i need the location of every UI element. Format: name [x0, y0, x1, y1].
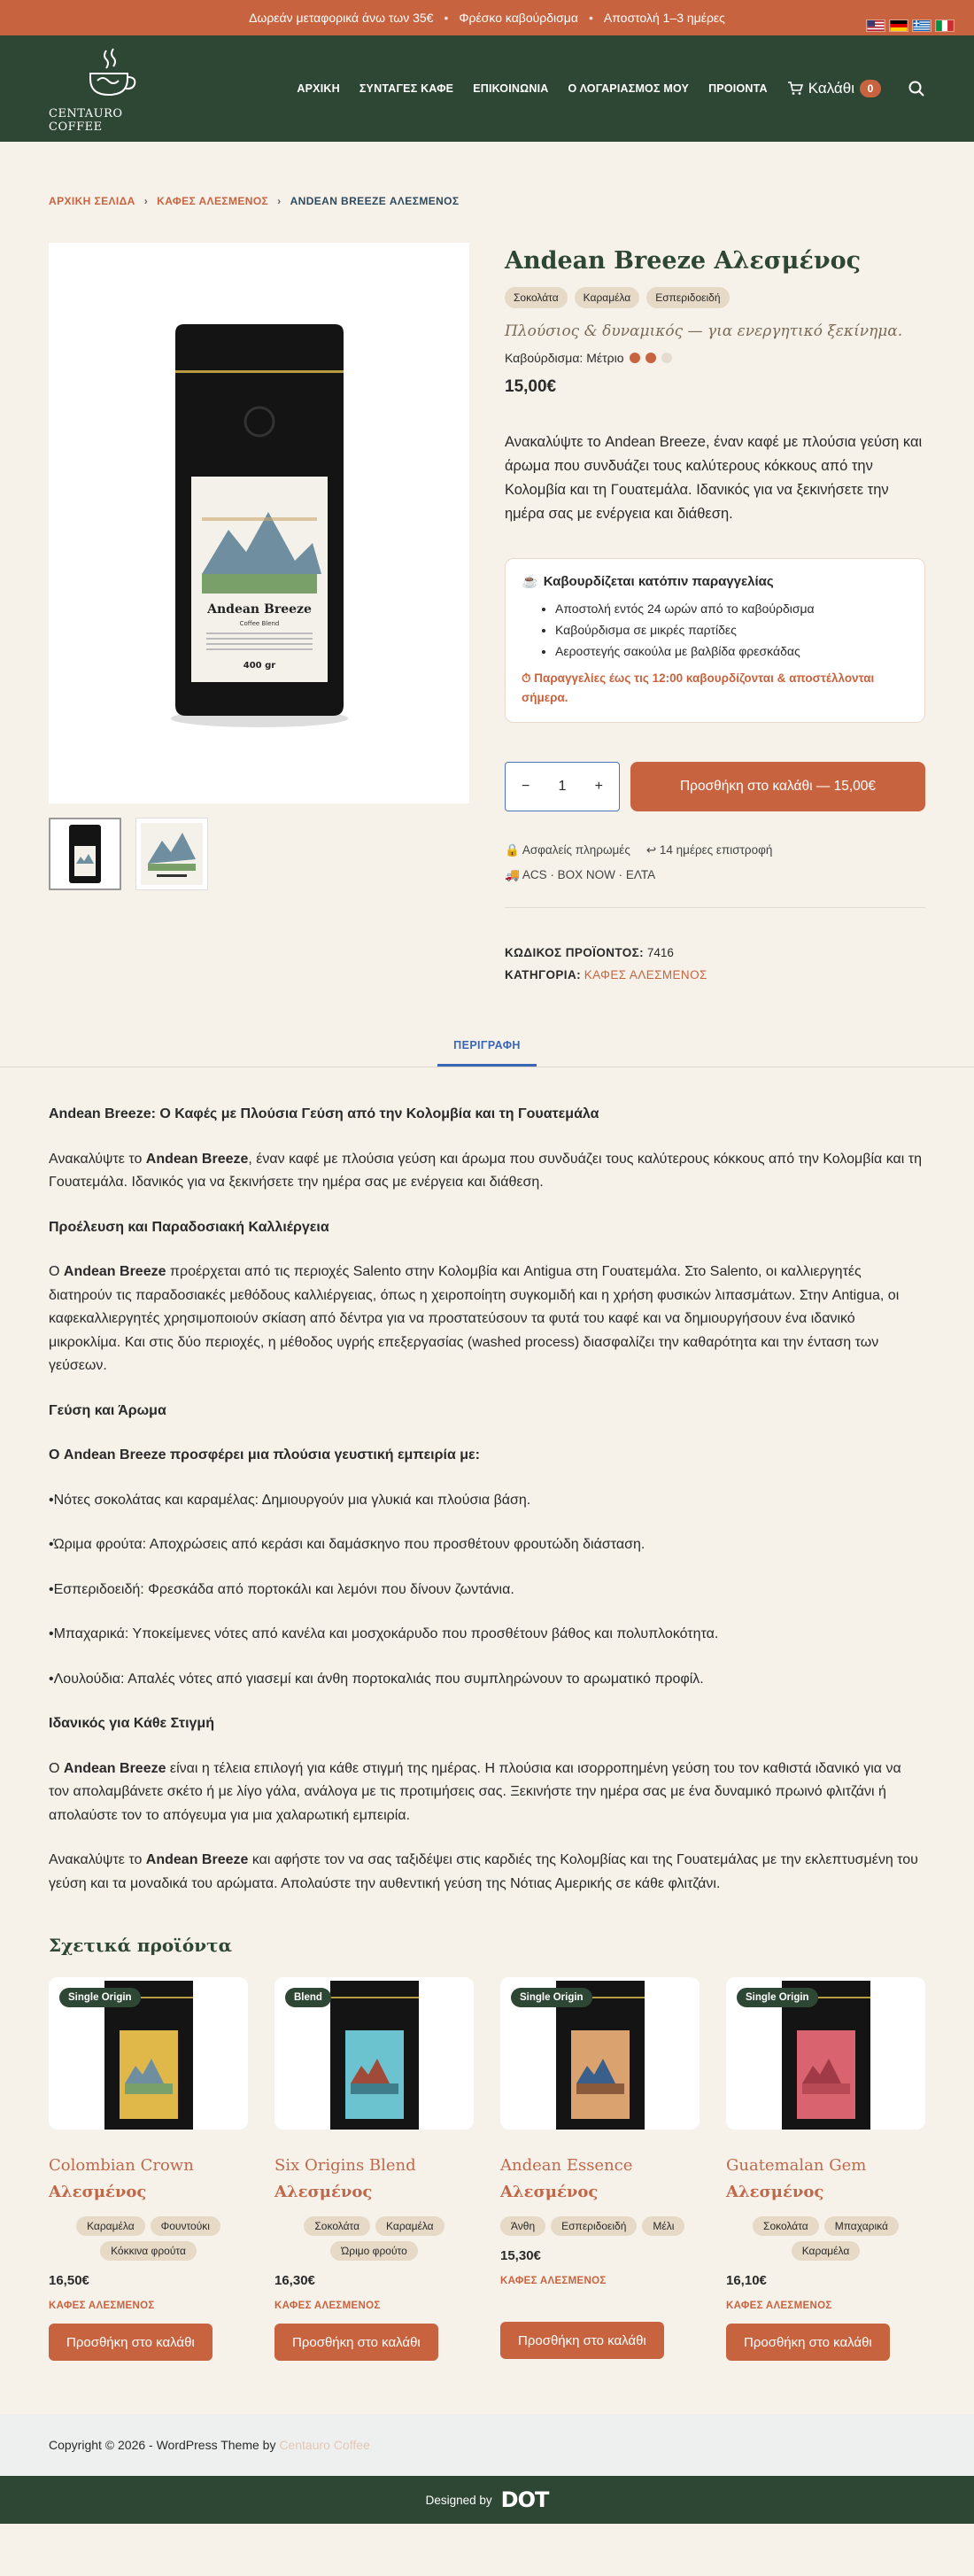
roast-info-box — [505, 558, 925, 723]
product-card-category[interactable]: ΚΑΦΕΣ ΑΛΕΣΜΕΝΟΣ — [726, 2301, 832, 2311]
roast-info-title — [522, 573, 908, 589]
roast-info-item: • Αποστολή εντός 24 ωρών από το καβούρδισμα — [555, 598, 908, 619]
product-card[interactable] — [274, 1977, 474, 2361]
add-to-cart-button[interactable]: Προσθήκη στο καλάθι — [500, 2322, 664, 2359]
shipping-carriers: 🚚 ACS · BOX NOW · ΕΛΤΑ — [505, 868, 656, 881]
trust-badges — [505, 838, 925, 888]
cart-count-badge: 0 — [860, 80, 881, 97]
footer-brand-link[interactable]: Centauro Coffee — [279, 2438, 370, 2452]
quantity-plus-button[interactable]: + — [594, 779, 603, 794]
description-paragraph: Ο Andean Breeze είναι η τέλεια επιλογή για κάθε στιγμή της ημέρας. Η πλούσια και ισορροπημένη γεύση του τον καθιστά ιδανικό για να τον απολαμβάνετε σκέτο ή με λίγο γάλα, ανάλογα με τις προτιμήσεις σας. Ξεκινήστε την ημέρα σας με ένα δυναμικό πρωινό φλιτζάνι ή απολαύστε τον το απόγευμα για μια χαλαρωτική εμπειρία. — [49, 1760, 901, 1823]
product-card-category[interactable]: ΚΑΦΕΣ ΑΛΕΣΜΕΝΟΣ — [500, 2276, 607, 2286]
thumbnail-label[interactable] — [135, 818, 208, 890]
description-heading: Ιδανικός για Κάθε Στιγμή — [49, 1716, 214, 1731]
breadcrumb — [0, 142, 974, 207]
related-products — [0, 1917, 974, 2414]
product-card-image[interactable] — [500, 1977, 700, 2130]
flavor-tag: Σοκολάτα — [304, 2216, 370, 2236]
category-label: ΚΑΤΗΓΟΡΙΑ: — [505, 968, 581, 982]
roast-level — [505, 351, 925, 365]
quantity-value[interactable]: 1 — [558, 779, 567, 794]
flavor-tags — [505, 287, 925, 308]
main-nav — [297, 80, 925, 97]
site-logo[interactable] — [49, 43, 173, 134]
product-card-price: 16,50€ — [49, 2273, 89, 2288]
description-subheading: Ο Andean Breeze προσφέρει μια πλούσια γευστική εμπειρία με: — [49, 1447, 480, 1463]
bag-label-sub: Coffee Blend — [239, 619, 279, 627]
sku-label: ΚΩΔΙΚΟΣ ΠΡΟΪΟΝΤΟΣ: — [505, 946, 645, 959]
roast-info-item: • Καβούρδισμα σε μικρές παρτίδες — [555, 619, 908, 640]
flag-gr-icon[interactable] — [912, 19, 931, 32]
quantity-stepper[interactable] — [505, 762, 620, 811]
product-main-image[interactable] — [49, 243, 469, 803]
flavor-note: •Εσπεριδοειδή: Φρεσκάδα από πορτοκάλι και λεμόνι που δίνουν ζωντάνια. — [49, 1581, 514, 1597]
designer-logo[interactable]: DOT — [500, 2487, 549, 2512]
roast-info-list — [522, 598, 908, 662]
product-card[interactable] — [49, 1977, 248, 2361]
coffee-cup-logo-icon — [80, 43, 142, 105]
description-paragraph: Ανακαλύψτε το Andean Breeze, έναν καφέ με πλούσια γεύση και άρωμα που συνδυάζει τους καλύτερους κόκκους από την Κολομβία και τη Γουατεμάλα. Ιδανικός για να ξεκινήσετε την ημέρα σας με ενέργεια και διάθεση. — [49, 1151, 922, 1190]
thumbnail-bag[interactable] — [49, 818, 121, 890]
logo-text: CENTAURO COFFEE — [49, 107, 123, 134]
flavor-tag: Άνθη — [500, 2216, 545, 2236]
flag-de-icon[interactable] — [889, 19, 908, 32]
flavor-tag: Κόκκινα φρούτα — [100, 2241, 197, 2261]
product-card-image[interactable] — [726, 1977, 925, 2130]
returns-policy: ↩ 14 ημέρες επιστροφή — [645, 843, 773, 857]
product-card[interactable] — [726, 1977, 925, 2361]
quantity-minus-button[interactable]: − — [522, 779, 530, 794]
product-card-price: 16,30€ — [274, 2273, 315, 2288]
product-card-category[interactable]: ΚΑΦΕΣ ΑΛΕΣΜΕΝΟΣ — [274, 2301, 381, 2311]
coffee-bag-image — [158, 315, 361, 732]
product-short-description: Ανακαλύψτε το Andean Breeze, έναν καφέ με πλούσια γεύση και άρωμα που συνδυάζει τους καλύτερους κόκκους από την Κολομβία και τη Γουατεμάλα. Ιδανικός για να ξεκινήσετε την ημέρα σας με ενέργεια και διάθεση. — [505, 434, 923, 522]
roast-dot-filled — [645, 353, 656, 363]
roast-info-item: • Αεροστεγής σακούλα με βαλβίδα φρεσκάδας — [555, 640, 908, 662]
product-card-price: 15,30€ — [500, 2248, 541, 2263]
announcement-bar — [0, 0, 974, 35]
product-title-variant: Αλεσμένος — [714, 247, 862, 275]
description-heading: Andean Breeze: Ο Καφές με Πλούσια Γεύση από την Κολομβία και τη Γουατεμάλα — [49, 1106, 599, 1121]
breadcrumb-separator: › — [277, 195, 282, 207]
related-title: Σχετικά προϊόντα — [49, 1935, 232, 1956]
product-card-tags — [274, 2216, 474, 2261]
add-to-cart-button[interactable]: Προσθήκη στο καλάθι — [49, 2324, 213, 2361]
product-card-tags — [500, 2216, 700, 2236]
product-card-image[interactable] — [274, 1977, 474, 2130]
related-grid — [49, 1977, 925, 2361]
announcement-delivery: Αποστολή 1–3 ημέρες — [603, 11, 725, 25]
add-to-cart-button[interactable]: Προσθήκη στο καλάθι — [274, 2324, 438, 2361]
announcement-fresh-roast: Φρέσκο καβούρδισμα — [459, 11, 578, 25]
description-heading: Γεύση και Άρωμα — [49, 1402, 166, 1418]
category-link[interactable]: ΚΑΦΕΣ ΑΛΕΣΜΕΝΟΣ — [584, 968, 707, 982]
roast-info-title-text: Καβουρδίζεται κατόπιν παραγγελίας — [543, 573, 774, 589]
add-to-cart-button[interactable]: Προσθήκη στο καλάθι — 15,00€ — [630, 762, 925, 811]
product-card-title[interactable]: Andean Essence Αλεσμένος — [500, 2156, 633, 2201]
add-to-cart-button[interactable]: Προσθήκη στο καλάθι — [726, 2324, 890, 2361]
product-tagline: Πλούσιος & δυναμικός — για ενεργητικό ξεκίνημα. — [505, 322, 903, 340]
footer-credits — [0, 2476, 974, 2524]
origin-badge: Single Origin — [511, 1988, 592, 2007]
product-gallery — [49, 243, 469, 986]
product-card-tags — [49, 2216, 248, 2261]
cart-label: Καλάθι — [808, 80, 854, 97]
copyright-text: Copyright © 2026 - WordPress Theme by — [49, 2438, 276, 2452]
flavor-tag: Μπαχαρικά — [824, 2216, 899, 2236]
product-meta — [505, 942, 925, 986]
description-paragraph: Ο Andean Breeze προέρχεται από τις περιοχές Salento στην Κολομβία και Antigua στη Γουατεμάλα. Στο Salento, οι καλλιεργητές διατηρούν τις παραδοσιακές μεθόδους καλλιέργειας, όπως η χειροποίητη συγκομιδή και η χρήση φυσικών λιπασμάτων. Στην Antigua, οι καφεκαλλιεργητές χρησιμοποιούν σκίαση από δέντρα για να προστατεύσουν τα φυτά του καφέ και να δημιουργήσουν ένα ιδανικό μικροκλίμα. Και στις δύο περιοχές, η μέθοδος υγρής επεξεργασίας (washed process) διασφαλίζει την καθαρότητα και την ένταση των γεύσεων. — [49, 1264, 900, 1373]
roast-info-note: ⏱ Παραγγελίες έως τις 12:00 καβουρδίζονται & αποστέλλονται σήμερα. — [522, 671, 875, 704]
product-description — [0, 1067, 974, 1896]
breadcrumb-category[interactable]: ΚΑΦΕΣ ΑΛΕΣΜΕΝΟΣ — [157, 195, 269, 207]
flavor-note: •Μπαχαρικά: Υποκείμενες νότες από κανέλα και μοσχοκάρυδο που προσθέτουν βάθος και πολυπλοκότητα. — [49, 1626, 719, 1641]
product-title-name: Andean Breeze — [505, 247, 707, 275]
breadcrumb-home[interactable]: ΑΡΧΙΚΗ ΣΕΛΙΔΑ — [49, 195, 135, 207]
origin-badge: Blend — [285, 1988, 331, 2007]
product-card-tags — [726, 2216, 925, 2261]
flavor-note: •Νότες σοκολάτας και καραμέλας: Δημιουργούν μια γλυκιά και πλούσια βάση. — [49, 1492, 531, 1508]
description-heading: Προέλευση και Παραδοσιακή Καλλιέργεια — [49, 1219, 329, 1235]
product-card-title[interactable]: Colombian Crown Αλεσμένος — [49, 2156, 194, 2201]
flavor-tag: Καραμέλα — [76, 2216, 145, 2236]
flag-it-icon[interactable] — [935, 19, 955, 32]
product-price: 15,00€ — [505, 377, 557, 396]
nav-recipes[interactable]: ΣΥΝΤΑΓΕΣ ΚΑΦΕ — [359, 82, 454, 95]
product-card[interactable] — [500, 1977, 700, 2361]
flavor-tag: Εσπεριδοειδή — [646, 287, 729, 308]
product-card-category[interactable]: ΚΑΦΕΣ ΑΛΕΣΜΕΝΟΣ — [49, 2301, 155, 2311]
roast-label: Καβούρδισμα: Μέτριο — [505, 351, 624, 365]
coffee-icon: ☕ — [522, 574, 538, 589]
flavor-tag: Καραμέλα — [375, 2216, 444, 2236]
cart-icon — [787, 81, 803, 96]
flavor-tag: Καραμέλα — [575, 287, 640, 308]
nav-products[interactable]: ΠΡΟΙΟΝΤΑ — [708, 82, 768, 95]
product-card-price: 16,10€ — [726, 2273, 767, 2288]
designed-by-label: Designed by — [425, 2493, 492, 2507]
divider — [505, 907, 925, 908]
buy-row — [505, 762, 925, 811]
flavor-note: •Ώριμα φρούτα: Αποχρώσεις από κεράσι και δαμάσκηνο που προσθέτουν φρουτώδη διάσταση. — [49, 1537, 645, 1552]
product-tabs — [0, 1039, 974, 1067]
flavor-tag: Καραμέλα — [792, 2241, 861, 2261]
announcement-separator: • — [444, 11, 449, 25]
description-paragraph: Ανακαλύψτε το Andean Breeze και αφήστε τον να σας ταξιδέψει στις καρδιές της Κολομβίας και της Γουατεμάλας με την εκλεπτυσμένη του γεύση και τα μοναδικά του αρώματα. Απολαύστε την αυθεντική γεύση της Νότιας Αμερικής σε κάθε φλιτζάνι. — [49, 1852, 918, 1891]
announcement-free-shipping: Δωρεάν μεταφορικά άνω των 35€ — [249, 11, 434, 25]
bag-label-title: Andean Breeze — [206, 601, 312, 617]
footer-copyright — [0, 2414, 974, 2476]
breadcrumb-current: ANDEAN BREEZE ΑΛΕΣΜΕΝΟΣ — [290, 195, 460, 207]
nav-contact[interactable]: ΕΠΙΚΟΙΝΩΝΙΑ — [473, 82, 549, 95]
product-card-image[interactable] — [49, 1977, 248, 2130]
cart-button[interactable] — [787, 80, 881, 97]
site-header — [0, 35, 974, 142]
flavor-tag: Φουντούκι — [151, 2216, 220, 2236]
sku-value: 7416 — [646, 946, 674, 959]
product-section — [0, 207, 974, 986]
origin-badge: Single Origin — [737, 1988, 818, 2007]
roast-dot-filled — [630, 353, 640, 363]
search-icon[interactable] — [908, 80, 925, 97]
flavor-tag: Σοκολάτα — [753, 2216, 819, 2236]
flag-us-icon[interactable] — [866, 19, 885, 32]
flavor-tag: Εσπεριδοειδή — [551, 2216, 637, 2236]
nav-home[interactable]: ΑΡΧΙΚΗ — [297, 82, 340, 95]
language-switcher[interactable] — [866, 19, 955, 32]
product-title — [505, 247, 925, 275]
origin-badge: Single Origin — [59, 1988, 141, 2007]
flavor-note: •Λουλούδια: Απαλές νότες από γιασεμί και άνθη πορτοκαλιάς που συμπληρώνουν το αρωματικό προφίλ. — [49, 1671, 704, 1687]
flavor-tag: Μέλι — [642, 2216, 684, 2236]
announcement-separator: • — [588, 11, 593, 25]
flavor-tag: Ώριμο φρούτο — [330, 2241, 418, 2261]
nav-my-account[interactable]: Ο ΛΟΓΑΡΙΑΣΜΟΣ ΜΟΥ — [568, 82, 690, 95]
flavor-tag: Σοκολάτα — [505, 287, 568, 308]
roast-dot-empty — [661, 353, 672, 363]
product-summary — [505, 243, 925, 986]
product-card-title[interactable]: Guatemalan Gem Αλεσμένος — [726, 2156, 867, 2201]
bag-label-weight: 400 gr — [243, 660, 275, 671]
breadcrumb-separator: › — [143, 195, 149, 207]
secure-payments: 🔒 Ασφαλείς πληρωμές — [505, 843, 630, 857]
product-card-title[interactable]: Six Origins Blend Αλεσμένος — [274, 2156, 416, 2201]
gallery-thumbnails — [49, 818, 469, 890]
tab-description[interactable]: ΠΕΡΙΓΡΑΦΗ — [437, 1039, 537, 1067]
